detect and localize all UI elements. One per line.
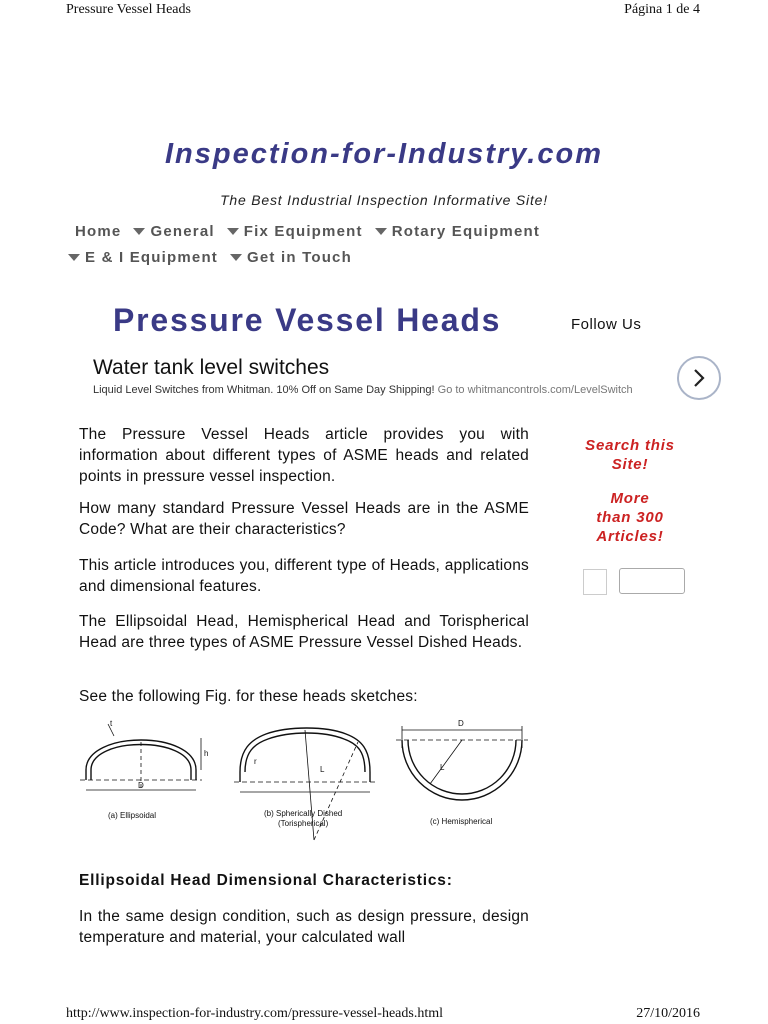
sidebar-text: Search this: [585, 437, 675, 454]
caret-down-icon: [68, 254, 80, 261]
paragraph-text: This article introduces you, different type of Heads, applications and dimensional features.: [79, 557, 529, 595]
page-title: Pressure Vessel Heads: [113, 302, 502, 338]
print-footer: [66, 1006, 700, 1022]
paragraph-text: See the following Fig. for these heads sketches:: [79, 688, 418, 705]
nav-item-label: E & I Equipment: [85, 249, 219, 266]
nav-item-get-in-touch[interactable]: [230, 249, 352, 266]
nav-menu-row-2: [68, 249, 352, 266]
print-footer-url: http://www.inspection-for-industry.com/pressure-vessel-heads.html: [66, 1006, 443, 1021]
dimension-label-l: L: [320, 765, 325, 774]
ad-text: [93, 384, 713, 396]
dimension-label-t: t: [110, 719, 113, 728]
sidebar-text: Articles!: [596, 528, 664, 545]
nav-item-label: Get in Touch: [247, 249, 352, 266]
sidebar-text: than 300: [596, 509, 664, 526]
sidebar-text: More: [610, 490, 650, 507]
chevron-right-icon: [693, 368, 705, 388]
dimension-label-l: L: [440, 763, 445, 772]
nav-item-ei-equipment[interactable]: [68, 249, 218, 266]
ad-banner[interactable]: [93, 356, 713, 396]
print-header-title: Pressure Vessel Heads: [66, 2, 191, 17]
paragraph-text: The Pressure Vessel Heads article provides you with information about different types of ASME heads and related points in pressure vessel inspection.: [79, 426, 529, 485]
figure-caption-a: (a) Ellipsoidal: [108, 811, 157, 820]
sidebar-text: Site!: [611, 456, 649, 473]
print-header: [66, 2, 700, 18]
article-paragraph: [79, 906, 529, 948]
hemispherical-head-outline: [402, 740, 522, 800]
dimension-label-h: h: [204, 749, 209, 758]
article-paragraph: [79, 498, 529, 540]
sidebar-articles-note: [578, 489, 682, 546]
paragraph-text: How many standard Pressure Vessel Heads are in the ASME Code? What are their characteristics?: [79, 500, 529, 538]
caret-down-icon: [375, 228, 387, 235]
nav-item-label: Fix Equipment: [243, 223, 363, 240]
ad-description: Liquid Level Switches from Whitman. 10% Off on Same Day Shipping!: [93, 384, 435, 396]
nav-item-rotary-equipment[interactable]: [375, 223, 540, 240]
ad-next-button[interactable]: [677, 356, 721, 400]
site-title[interactable]: Inspection-for-Industry.com: [165, 138, 603, 170]
figure-caption-b: (b) Spherically Dished: [264, 809, 343, 818]
article-paragraph: [79, 686, 529, 707]
article-paragraph: [79, 611, 529, 653]
article-paragraph: [79, 424, 529, 487]
site-tagline: The Best Industrial Inspection Informative Site!: [220, 192, 548, 208]
print-header-page: Página 1 de 4: [624, 2, 700, 17]
figure-caption-c: (c) Hemispherical: [430, 817, 493, 826]
ad-title[interactable]: Water tank level switches: [93, 356, 330, 379]
nav-item-home[interactable]: [75, 223, 121, 240]
heads-sketch-figure: [78, 712, 530, 862]
paragraph-text: The Ellipsoidal Head, Hemispherical Head and Torispherical Head are three types of ASME Pressure Vessel Dished Heads.: [79, 613, 529, 651]
dimension-label-r: r: [254, 757, 257, 766]
article-paragraph: [79, 555, 529, 597]
nav-item-label: Rotary Equipment: [391, 223, 541, 240]
search-button[interactable]: [619, 568, 685, 594]
nav-item-label: Home: [75, 223, 122, 240]
nav-item-general[interactable]: [133, 223, 214, 240]
caret-down-icon: [133, 228, 145, 235]
section-heading: Ellipsoidal Head Dimensional Characteristics:: [79, 872, 453, 889]
caret-down-icon: [227, 228, 239, 235]
dimension-label-d: D: [458, 719, 464, 728]
nav-item-label: General: [150, 223, 215, 240]
print-footer-date: 27/10/2016: [636, 1006, 700, 1021]
dimension-label-d: D: [138, 781, 144, 790]
figure-caption-b-sub: (Torispherical): [278, 819, 329, 828]
paragraph-text: In the same design condition, such as design pressure, design temperature and material, your calculated wall: [79, 908, 529, 946]
nav-item-fix-equipment[interactable]: [227, 223, 363, 240]
ad-link[interactable]: Go to whitmancontrols.com/LevelSwitch: [437, 384, 633, 396]
search-input[interactable]: [583, 569, 607, 595]
nav-menu-row-1: [75, 223, 540, 240]
sidebar-search-heading: [578, 436, 682, 474]
follow-us-label: Follow Us: [571, 316, 642, 333]
caret-down-icon: [230, 254, 242, 261]
